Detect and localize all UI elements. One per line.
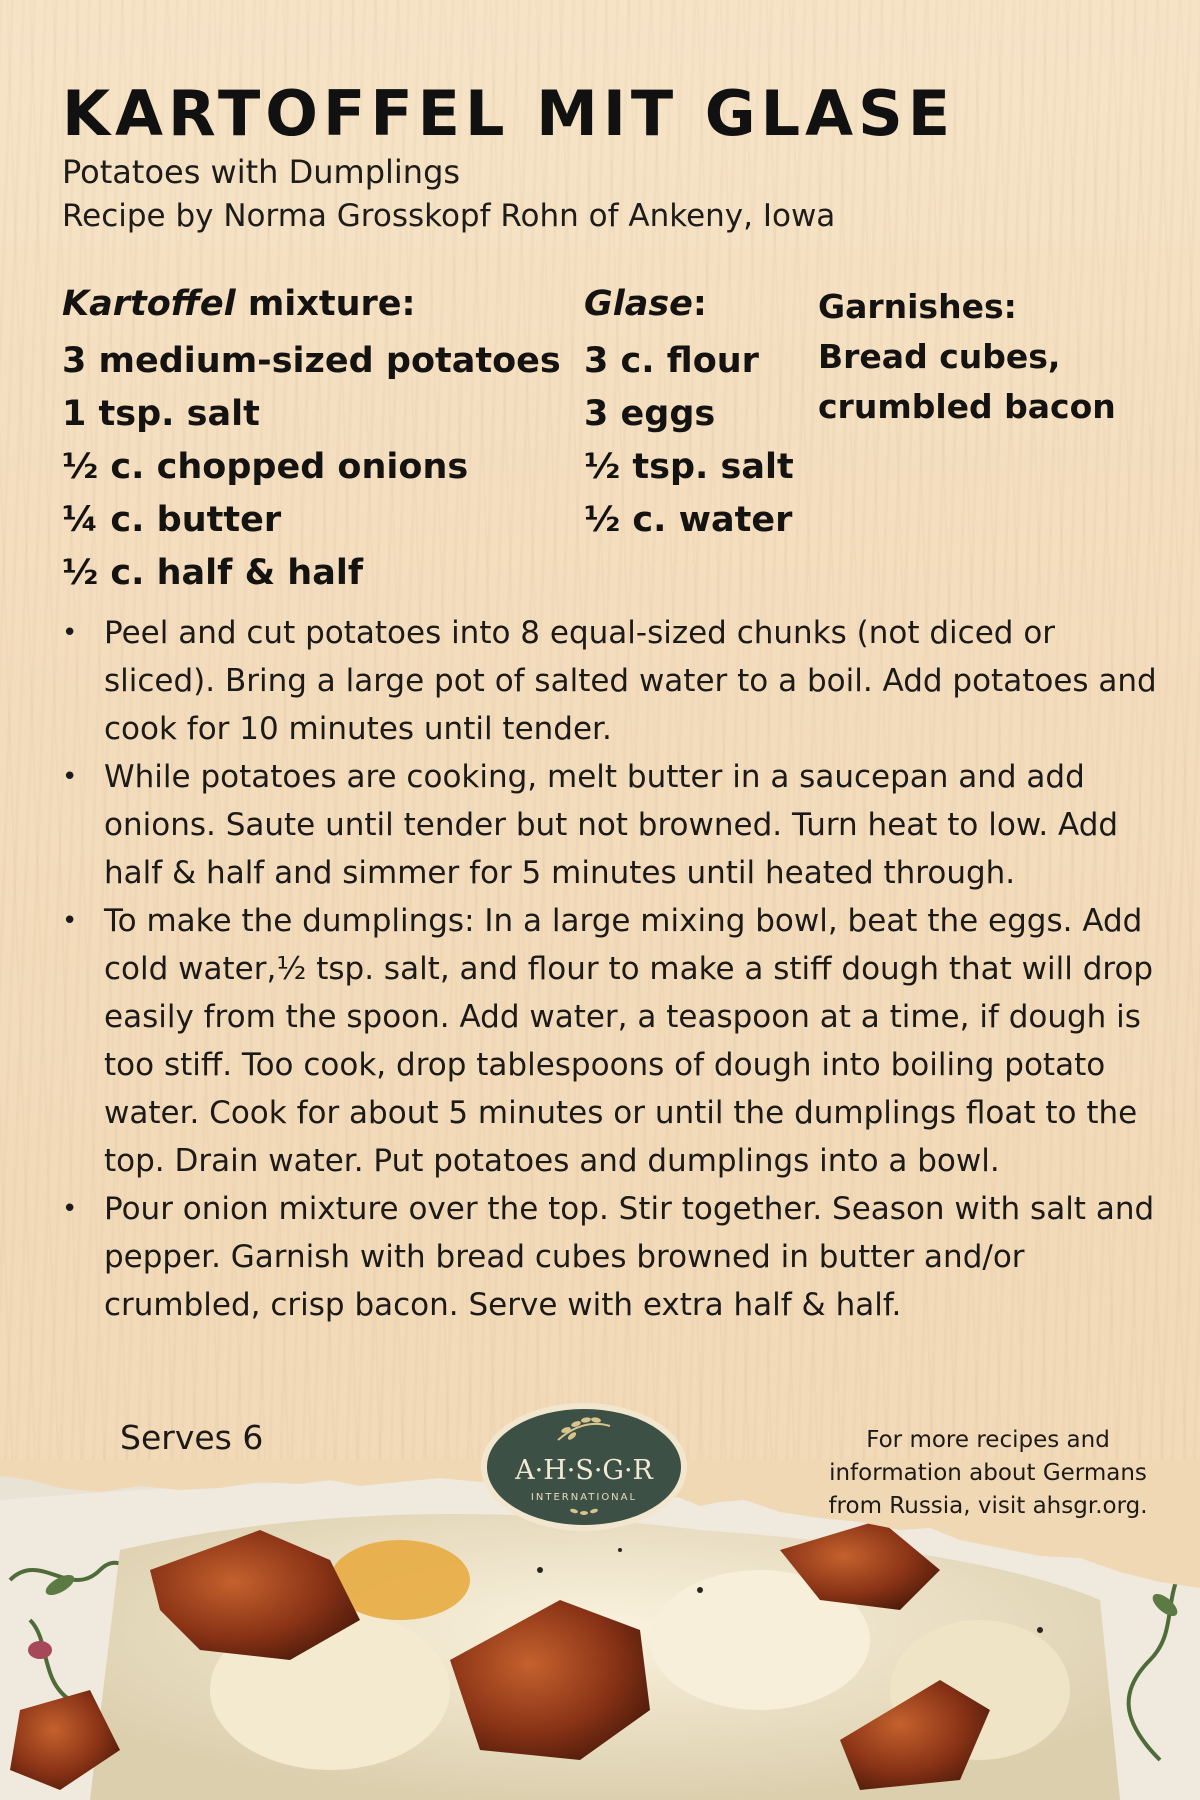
ingredient-item: 3 eggs xyxy=(584,394,716,434)
ingredient-item: ½ c. chopped onions xyxy=(62,447,469,487)
recipe-title: KARTOFFEL MIT GLASE xyxy=(62,77,956,150)
glase-heading-rest: : xyxy=(692,284,707,324)
garnishes-heading: Garnishes: xyxy=(818,287,1017,326)
glase-ingredients xyxy=(584,282,794,547)
logo-text: A·H·S·G·R xyxy=(515,1455,653,1486)
kartoffel-ingredients xyxy=(62,282,561,600)
ingredient-item: 1 tsp. salt xyxy=(62,394,260,434)
instruction-step xyxy=(52,897,1162,1185)
garnish-item: crumbled bacon xyxy=(818,387,1116,426)
serves-count: Serves 6 xyxy=(120,1418,264,1457)
ingredient-item: ½ c. water xyxy=(584,500,793,540)
bullet-icon: • xyxy=(62,762,78,792)
recipe-subtitle: Potatoes with Dumplings xyxy=(62,153,461,191)
instruction-text: Peel and cut potatoes into 8 equal-sized chunks (not diced or sliced). Bring a large pot of salted water to a boil. Add potatoes and cook for 10 minutes until tender. xyxy=(104,615,1157,747)
instruction-step xyxy=(52,753,1162,897)
garnish-item: Bread cubes, xyxy=(818,337,1061,376)
instruction-text: While potatoes are cooking, melt butter in a saucepan and add onions. Saute until tender but not browned. Turn heat to low. Add half & half and simmer for 5 minutes until heated through. xyxy=(104,759,1119,891)
plate-flower xyxy=(28,1641,52,1659)
pepper-fleck xyxy=(1037,1627,1043,1633)
instruction-step xyxy=(52,609,1162,753)
ingredient-item: ½ tsp. salt xyxy=(584,447,794,487)
ingredient-item: ½ c. half & half xyxy=(62,553,364,593)
instruction-list xyxy=(52,609,1162,1329)
kartoffel-heading-italic: Kartoffel xyxy=(62,284,236,324)
glase-heading xyxy=(584,282,794,327)
bullet-icon: • xyxy=(62,906,78,936)
glase-heading-italic: Glase xyxy=(584,284,693,324)
garnishes xyxy=(818,282,1148,432)
pepper-fleck xyxy=(537,1567,543,1573)
instruction-step xyxy=(52,1185,1162,1329)
footer-note: For more recipes and information about Germans from Russia, visit ahsgr.org. xyxy=(828,1427,1148,1519)
ingredient-item: ¼ c. butter xyxy=(62,500,282,540)
logo-subtext: INTERNATIONAL xyxy=(530,1492,638,1503)
instruction-text: Pour onion mixture over the top. Stir together. Season with salt and pepper. Garnish with bread cubes browned in butter and/or crumbled, crisp bacon. Serve with extra half & half. xyxy=(104,1191,1155,1323)
recipe-byline: Recipe by Norma Grosskopf Rohn of Ankeny, Iowa xyxy=(62,198,836,234)
instruction-text: To make the dumplings: In a large mixing bowl, beat the eggs. Add cold water,½ tsp. salt, and flour to make a stiff dough that will drop easily from the spoon. Add water, a teaspoon at a time, if dough is too stiff. Too cook, drop tablespoons of dough into boiling potato water. Cook for about 5 minutes or until the dumplings float to the top. Drain water. Put potatoes and dumplings into a bowl. xyxy=(104,903,1154,1179)
bullet-icon: • xyxy=(62,618,78,648)
ingredient-item: 3 medium-sized potatoes xyxy=(62,341,561,381)
pepper-fleck xyxy=(697,1587,703,1593)
pepper-fleck xyxy=(618,1548,622,1552)
bullet-icon: • xyxy=(62,1194,78,1224)
kartoffel-heading xyxy=(62,282,561,327)
kartoffel-heading-rest: mixture: xyxy=(235,284,416,324)
ingredient-item: 3 c. flour xyxy=(584,341,759,381)
ahsgr-logo xyxy=(478,1400,690,1534)
